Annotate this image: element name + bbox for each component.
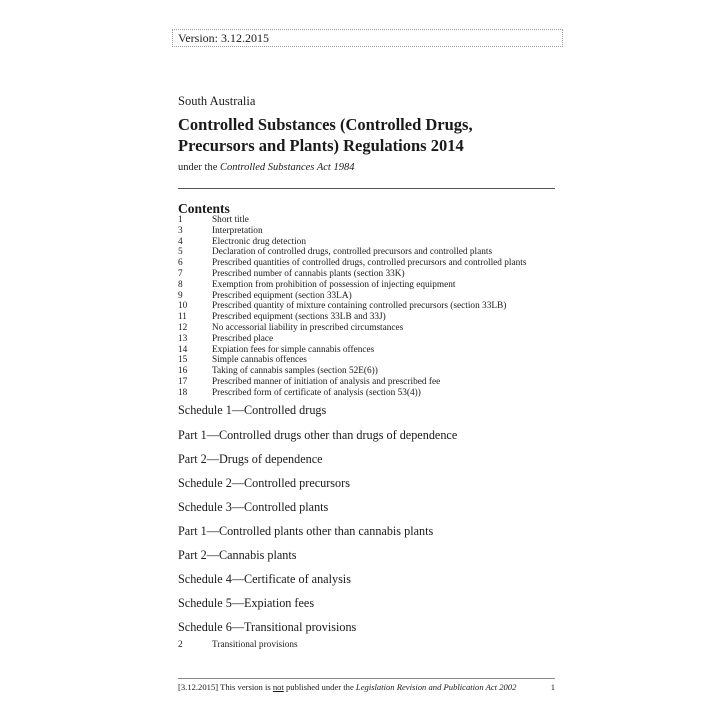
- schedule-heading[interactable]: Schedule 3—Controlled plants: [178, 500, 329, 514]
- schedule-item-number: 2: [178, 640, 183, 650]
- document-title: Controlled Substances (Controlled Drugs, Precursors and Plants) Regulations 2014: [178, 115, 473, 155]
- toc-item[interactable]: [178, 366, 526, 377]
- schedule-heading[interactable]: Schedule 6—Transitional provisions: [178, 620, 357, 634]
- contents-heading: Contents: [178, 201, 230, 216]
- toc-item[interactable]: [178, 258, 526, 269]
- toc-number: 6: [178, 258, 183, 269]
- toc-list: [178, 215, 526, 399]
- toc-item[interactable]: [178, 226, 526, 237]
- toc-label: Prescribed number of cannabis plants (section 33K): [212, 268, 405, 279]
- footer-act-name: Legislation Revision and Publication Act 2002: [355, 682, 517, 692]
- schedule-heading[interactable]: Schedule 2—Controlled precursors: [178, 476, 350, 490]
- footer-date: [3.12.2015]: [178, 682, 219, 692]
- toc-number: 9: [178, 290, 183, 301]
- schedule-heading[interactable]: Schedule 5—Expiation fees: [178, 596, 315, 610]
- schedule-heading[interactable]: Part 2—Cannabis plants: [178, 548, 297, 562]
- toc-label: Prescribed quantity of mixture containing controlled precursors (section 33LB): [212, 301, 507, 312]
- toc-number: 5: [178, 247, 183, 258]
- toc-item[interactable]: [178, 377, 526, 388]
- toc-number: 8: [178, 279, 183, 290]
- toc-label: Taking of cannabis samples (section 52E(6)): [212, 366, 378, 377]
- page-number: 1: [550, 682, 555, 692]
- toc-number: 7: [178, 268, 183, 279]
- toc-label: Prescribed place: [212, 333, 274, 344]
- toc-number: 18: [178, 387, 188, 398]
- toc-label: Prescribed equipment (sections 33LB and 33J): [212, 312, 386, 323]
- footer-not: not: [272, 682, 284, 692]
- toc-item[interactable]: [178, 388, 526, 399]
- footer-text-2: published under the: [283, 682, 356, 692]
- schedule-heading[interactable]: Schedule 1—Controlled drugs: [178, 403, 327, 417]
- toc-number: 4: [178, 236, 183, 247]
- toc-label: Declaration of controlled drugs, controlled precursors and controlled plants: [212, 247, 493, 258]
- toc-label: Simple cannabis offences: [212, 355, 307, 366]
- jurisdiction: South Australia: [178, 94, 256, 108]
- enabling-act-line: [178, 162, 354, 173]
- page-footer: [178, 682, 555, 692]
- toc-label: Prescribed equipment (section 33LA): [212, 290, 352, 301]
- toc-number: 13: [178, 333, 188, 344]
- under-prefix: under the: [178, 162, 220, 173]
- toc-item[interactable]: [178, 301, 526, 312]
- toc-item[interactable]: [178, 269, 526, 280]
- schedule-heading[interactable]: Schedule 4—Certificate of analysis: [178, 572, 351, 586]
- toc-number: 12: [178, 322, 188, 333]
- schedule-heading[interactable]: Part 1—Controlled drugs other than drugs of dependence: [178, 428, 458, 442]
- toc-number: 11: [178, 312, 187, 323]
- toc-label: Prescribed form of certificate of analysis (section 53(4)): [212, 387, 421, 398]
- toc-number: 16: [178, 366, 188, 377]
- top-divider: [178, 188, 555, 189]
- toc-item[interactable]: [178, 345, 526, 356]
- toc-label: Prescribed quantities of controlled drugs, controlled precursors and controlled plants: [212, 258, 527, 269]
- toc-item[interactable]: [178, 291, 526, 302]
- toc-item[interactable]: [178, 280, 526, 291]
- toc-label: Interpretation: [212, 225, 263, 236]
- toc-number: 10: [178, 301, 188, 312]
- toc-number: 1: [178, 215, 183, 225]
- version-label: Version: 3.12.2015: [178, 31, 269, 45]
- toc-number: 3: [178, 225, 183, 236]
- footer-text-1: This version is: [218, 682, 273, 692]
- toc-item[interactable]: [178, 312, 526, 323]
- version-box: [172, 29, 563, 47]
- toc-item[interactable]: [178, 334, 526, 345]
- toc-number: 15: [178, 355, 188, 366]
- toc-label: Electronic drug detection: [212, 236, 306, 247]
- toc-item[interactable]: [178, 247, 526, 258]
- enabling-act-name: Controlled Substances Act 1984: [220, 162, 355, 173]
- schedule-item[interactable]: [178, 640, 298, 650]
- toc-item[interactable]: [178, 237, 526, 248]
- toc-item[interactable]: [178, 355, 526, 366]
- toc-item[interactable]: [178, 215, 526, 226]
- toc-label: No accessorial liability in prescribed circumstances: [212, 322, 404, 333]
- footer-divider: [178, 678, 555, 679]
- toc-label: Short title: [212, 215, 249, 225]
- toc-label: Prescribed manner of initiation of analysis and prescribed fee: [212, 376, 441, 387]
- toc-label: Expiation fees for simple cannabis offences: [212, 344, 375, 355]
- schedule-item-label: Transitional provisions: [212, 640, 298, 650]
- toc-number: 14: [178, 344, 188, 355]
- schedule-heading[interactable]: Part 1—Controlled plants other than cannabis plants: [178, 524, 434, 538]
- schedule-heading[interactable]: Part 2—Drugs of dependence: [178, 452, 323, 466]
- toc-item[interactable]: [178, 323, 526, 334]
- toc-number: 17: [178, 376, 188, 387]
- toc-label: Exemption from prohibition of possession of injecting equipment: [212, 279, 456, 290]
